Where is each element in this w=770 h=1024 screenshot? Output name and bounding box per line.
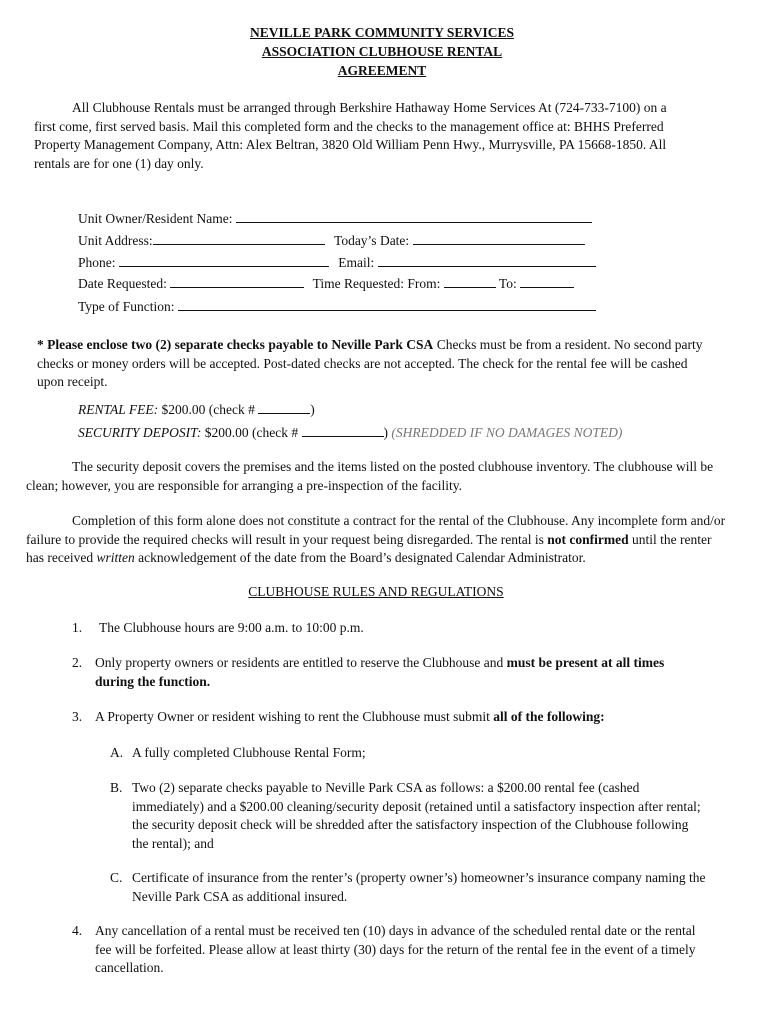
email-field[interactable] <box>378 253 596 267</box>
address-row <box>78 231 585 251</box>
subrule-item <box>110 744 710 763</box>
date-requested-label: Date Requested: <box>78 276 167 291</box>
owner-name-field[interactable] <box>236 209 592 223</box>
phone-row <box>78 253 596 273</box>
function-row <box>78 297 596 317</box>
deposit-close: ) <box>383 425 388 440</box>
date-time-row <box>78 274 574 294</box>
rule-text: A Property Owner or resident wishing to rent the Clubhouse must submit <box>95 709 494 724</box>
title-line-1: NEVILLE PARK COMMUNITY SERVICES <box>250 25 514 40</box>
rental-fee-amount: $200.00 (check # <box>158 402 255 417</box>
security-deposit-row <box>78 423 622 443</box>
written-text: written <box>96 550 135 565</box>
completion-text-3: acknowledgement of the date from the Board’s designated Calendar Administrator. <box>134 550 586 565</box>
unit-address-field[interactable] <box>153 231 325 245</box>
date-requested-field[interactable] <box>170 274 304 288</box>
rule-text: Any cancellation of a rental must be received ten (10) days in advance of the scheduled rental date or the rental fee will be forfeited. Please allow at least thirty (30) days for the return of the rental fee in the event of a timely cancellation. <box>95 923 696 975</box>
deposit-note: (SHREDDED IF NO DAMAGES NOTED) <box>391 425 623 440</box>
rule-item <box>72 922 702 975</box>
subrule-text: Two (2) separate checks payable to Neville Park CSA as follows: a $200.00 rental fee (cashed immediately) and a $200.00 cleaning/security deposit (retained until a satisfactory inspection after rental; the security deposit check will be shredded after the satisfactory inspection of the Clubhouse following the rental); and <box>132 780 701 851</box>
subrule-letter: A. <box>110 745 124 760</box>
subrule-text: Certificate of insurance from the renter’s (property owner’s) homeowner’s insurance company naming the Neville Park CSA as additional insured. <box>132 870 706 904</box>
subrule-letter: B. <box>110 780 123 795</box>
subrule-item <box>110 869 710 904</box>
completion-paragraph <box>26 512 726 568</box>
rule-item <box>72 654 702 689</box>
deposit-label: SECURITY DEPOSIT: <box>78 425 202 440</box>
rule-item <box>72 708 702 727</box>
title-line-2: ASSOCIATION CLUBHOUSE RENTAL <box>261 44 503 59</box>
rental-fee-row <box>78 400 315 420</box>
rule-number: 3. <box>72 709 83 724</box>
phone-label: Phone: <box>78 255 116 270</box>
time-requested-label: Time Requested: From: <box>312 276 441 291</box>
completion-text-1: Completion of this form alone does not constitute a contract for the rental of the Clubhouse. Any incomplete form and/or failure to provide the required checks will result in your request being disregarded. The rental is <box>26 513 726 547</box>
deposit-check-number-field[interactable] <box>302 423 384 437</box>
not-confirmed-text: not confirmed <box>547 531 629 547</box>
rule-bold-text: must be present at all times during the function. <box>95 655 665 689</box>
rental-check-number-field[interactable] <box>258 400 310 414</box>
phone-field[interactable] <box>119 253 329 267</box>
subrule-text: A fully completed Clubhouse Rental Form; <box>132 745 366 760</box>
time-to-label: To: <box>498 276 517 291</box>
function-type-field[interactable] <box>178 297 596 311</box>
rule-bold-text: all of the following: <box>493 709 605 724</box>
owner-row <box>78 209 592 229</box>
completion-text-2: until the renter has received <box>26 531 712 565</box>
time-from-field[interactable] <box>444 274 496 288</box>
address-label: Unit Address: <box>78 233 153 248</box>
rule-number: 4. <box>72 923 83 938</box>
rule-text: Only property owners or residents are entitled to reserve the Clubhouse and <box>95 655 507 670</box>
deposit-amount: $200.00 (check # <box>201 425 299 440</box>
checks-notice-bold: * Please enclose two (2) separate checks payable to Neville Park CSA <box>37 337 434 352</box>
owner-label: Unit Owner/Resident Name: <box>78 211 233 226</box>
email-label: Email: <box>338 255 375 270</box>
rule-item <box>72 619 702 638</box>
rules-title: CLUBHOUSE RULES AND REGULATIONS <box>248 584 504 599</box>
function-label: Type of Function: <box>78 299 175 314</box>
today-label: Today’s Date: <box>334 233 410 248</box>
rule-number: 2. <box>72 655 83 670</box>
today-date-field[interactable] <box>413 231 585 245</box>
checks-notice-text: Checks must be from a resident. No second party checks or money orders will be accepted. Post-dated checks are not accepted. The check for the rental fee will be cashed upon receipt. <box>37 337 703 389</box>
subrule-letter: C. <box>110 870 123 885</box>
deposit-paragraph: The security deposit covers the premises and the items listed on the posted clubhouse inventory. The clubhouse will be clean; however, you are responsible for arranging a pre-inspection of the facility. <box>26 459 714 493</box>
checks-notice <box>37 336 717 392</box>
intro-paragraph: All Clubhouse Rentals must be arranged through Berkshire Hathaway Home Services At (724-733-7100) on a first come, first served basis. Mail this completed form and the checks to the management office at: BHHS Preferred Property Management Company, Attn: Alex Beltran, 3820 Old William Penn Hwy., Murrysville, PA 15668-1850. All rentals are for one (1) day only. <box>34 100 667 171</box>
rule-text: The Clubhouse hours are 9:00 a.m. to 10:00 p.m. <box>99 620 364 635</box>
rental-fee-label: RENTAL FEE: <box>78 402 159 417</box>
time-to-field[interactable] <box>520 274 574 288</box>
title-line-3: AGREEMENT <box>337 63 427 78</box>
rule-number: 1. <box>72 620 83 635</box>
subrule-item <box>110 779 710 851</box>
rental-fee-close: ) <box>310 402 315 417</box>
